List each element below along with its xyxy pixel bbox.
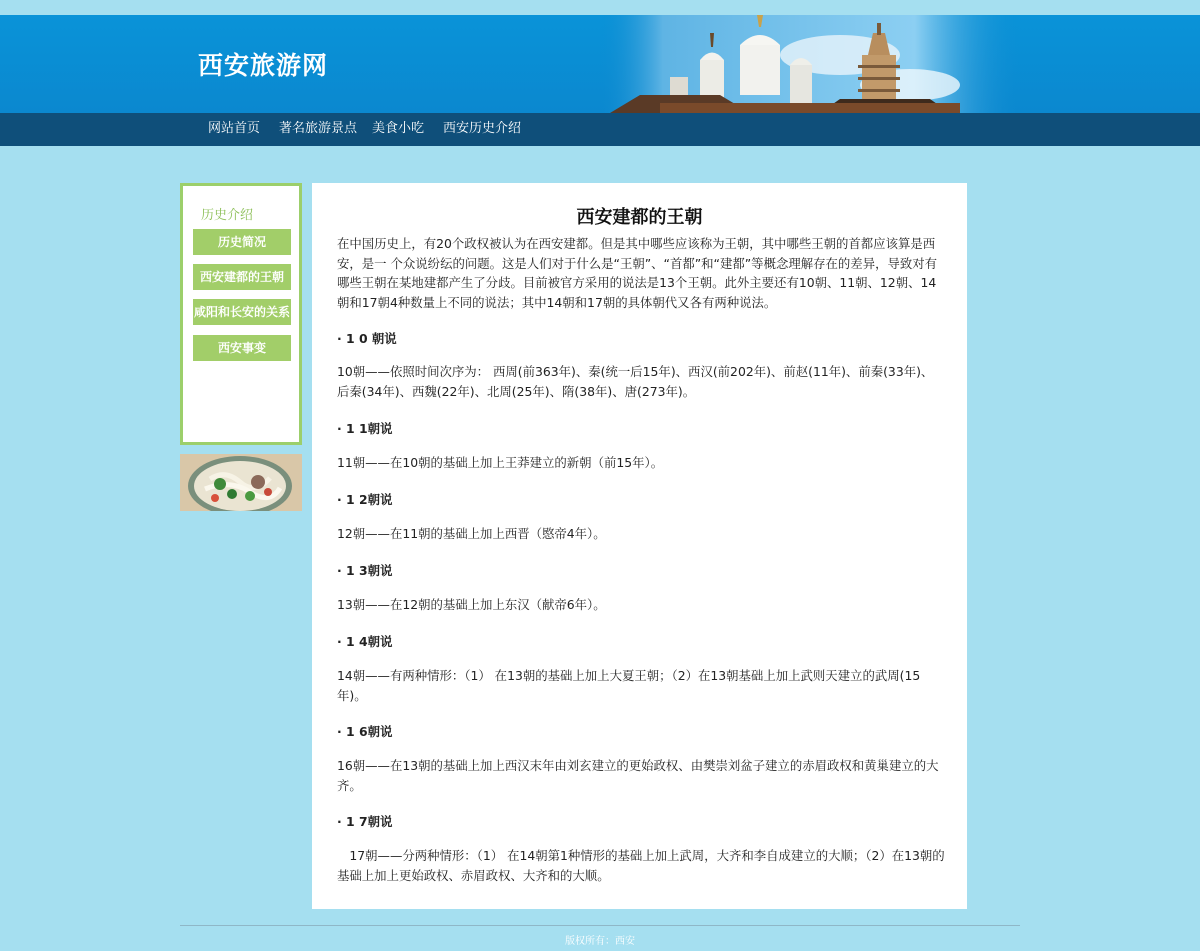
site-header: [0, 15, 1200, 113]
section-heading: · 1 0 朝说: [337, 331, 397, 346]
section-heading: · 1 4朝说: [337, 634, 393, 649]
nav-history[interactable]: 西安历史介绍: [443, 121, 522, 136]
sidebar-title: 历史介绍: [201, 208, 254, 223]
sidebar-item-history-overview[interactable]: 历史简况: [193, 229, 291, 255]
section-heading: · 1 1朝说: [337, 421, 393, 436]
footer-copyright: 版权所有：西安: [565, 936, 635, 947]
section-text: 17朝——分两种情形：（1） 在14朝第1种情形的基础上加上武周，大齐和李自成建立的大顺；（2）在13朝的基础上加上更始政权、赤眉政权、大齐和的大顺。: [337, 848, 945, 883]
sidebar-item-dynasties[interactable]: 西安建都的王朝: [193, 264, 291, 290]
sidebar-item-xianyang-changan[interactable]: 咸阳和长安的关系: [193, 299, 291, 325]
section-text: 10朝——依照时间次序为： 西周(前363年)、秦(统一后15年)、西汉(前202年)、前赵(11年)、前秦(33年)、后秦(34年)、西魏(22年)、北周(25年)、隋(38年)、唐(273年)。: [337, 364, 934, 399]
nav-food[interactable]: 美食小吃: [372, 121, 425, 136]
main-nav: [0, 113, 1200, 146]
section-heading: · 1 3朝说: [337, 563, 393, 578]
sidebar: [180, 183, 302, 445]
section-heading: · 1 2朝说: [337, 492, 393, 507]
article-intro: 在中国历史上，有20个政权被认为在西安建都。但是其中哪些应该称为王朝，其中哪些王朝的首都应该算是西安，是一 个众说纷纭的问题。这是人们对于什么是“王朝”、“首都”和“建都”等概念理解存在的差异，导致对有哪些王朝在某地建都产生了分歧。目前被官方采用的说法是13个王朝。此外主要还有10朝、11朝、12朝、14朝和17朝4种数量上不同的说法；其中14朝和17朝的具体朝代又各有两种说法。: [337, 236, 938, 310]
section-heading: · 1 7朝说: [337, 814, 393, 829]
banner-pagoda-image: [600, 15, 1020, 113]
section-text: 12朝——在11朝的基础上加上西晋（愍帝4年）。: [337, 526, 606, 541]
article-title: 西安建都的王朝: [576, 207, 703, 228]
nav-home[interactable]: 网站首页: [208, 121, 261, 136]
nav-attractions[interactable]: 著名旅游景点: [279, 121, 358, 136]
section-text: 14朝——有两种情形：（1） 在13朝的基础上加上大夏王朝；（2）在13朝基础上加上武则天建立的武周(15年)。: [337, 668, 921, 703]
section-text: 13朝——在12朝的基础上加上东汉（献帝6年）。: [337, 597, 606, 612]
footer-divider: [180, 925, 1020, 926]
section-heading: · 1 6朝说: [337, 724, 393, 739]
section-text: 16朝——在13朝的基础上加上西汉末年由刘玄建立的更始政权、由樊崇刘盆子建立的赤眉政权和黄巢建立的大齐。: [337, 758, 939, 793]
article-panel: [312, 183, 967, 909]
section-text: 11朝——在10朝的基础上加上王莽建立的新朝（前15年）。: [337, 455, 664, 470]
sidebar-item-xian-incident[interactable]: 西安事变: [193, 335, 291, 361]
site-logo[interactable]: 西安旅游网: [198, 51, 329, 80]
food-image: [180, 454, 302, 511]
